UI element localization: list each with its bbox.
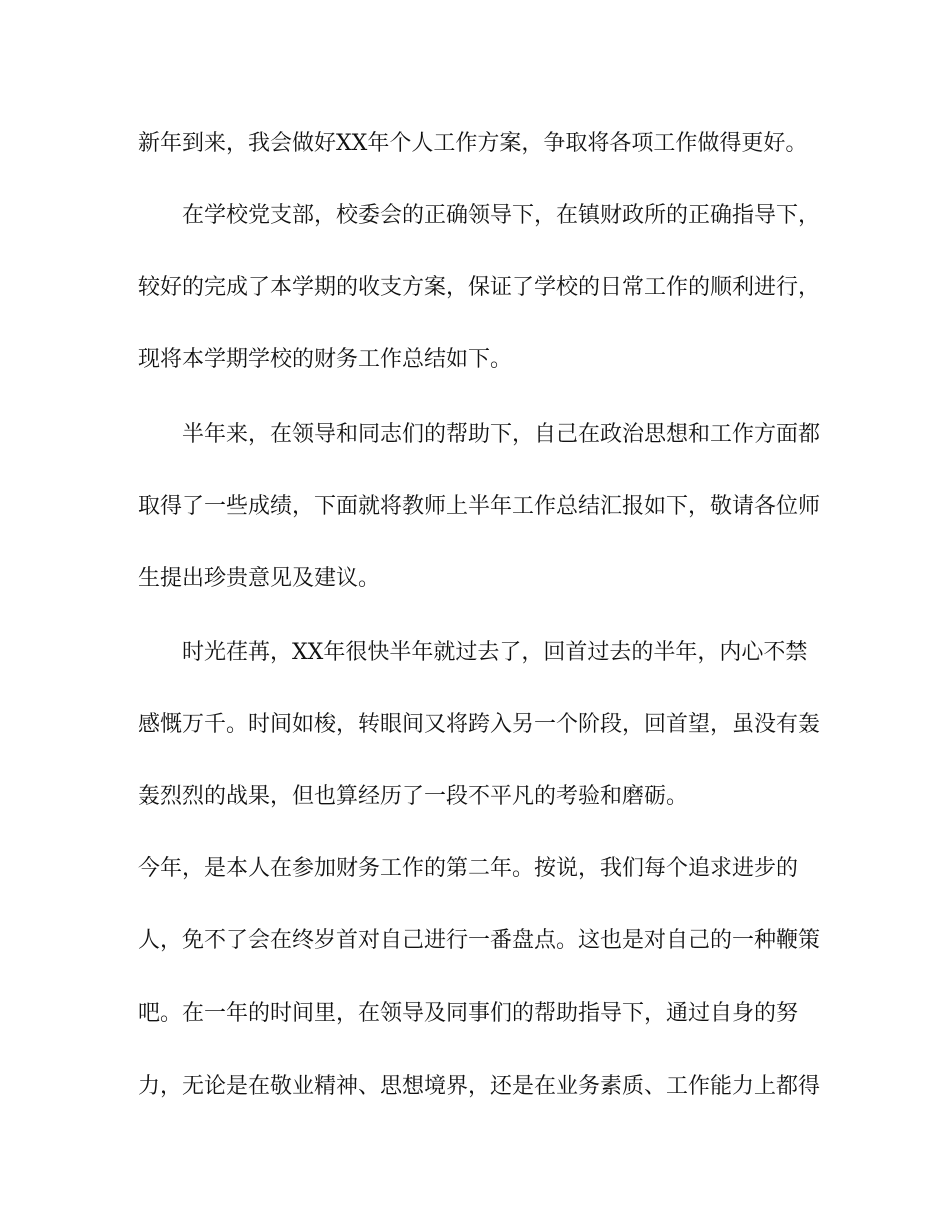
text-line: 轰烈烈的战果，但也算经历了一段不平凡的考验和磨砺。	[138, 784, 689, 809]
text-line: 在学校党支部，校委会的正确领导下，在镇财政所的正确指导下，	[182, 203, 821, 228]
text-line: 较好的完成了本学期的收支方案，保证了学校的日常工作的顺利进行，	[138, 275, 821, 300]
text-line: 新年到来，我会做好XX年个人工作方案，争取将各项工作做得更好。	[138, 131, 808, 156]
text-line: 取得了一些成绩，下面就将教师上半年工作总结汇报如下，敬请各位师	[138, 494, 821, 519]
text-line: 感慨万千。时间如梭，转眼间又将跨入另一个阶段，回首望，虽没有轰	[138, 712, 821, 737]
text-line: 时光荏苒，XX年很快半年就过去了，回首过去的半年，内心不禁	[182, 640, 808, 665]
text-line: 人，免不了会在终岁首对自己进行一番盘点。这也是对自己的一种鞭策	[138, 928, 821, 953]
text-line: 现将本学期学校的财务工作总结如下。	[138, 347, 513, 372]
text-line: 力，无论是在敬业精神、思想境界，还是在业务素质、工作能力上都得	[138, 1074, 821, 1099]
text-line: 生提出珍贵意见及建议。	[138, 566, 381, 591]
text-line: 吧。在一年的时间里，在领导及同事们的帮助指导下，通过自身的努	[138, 1001, 799, 1026]
text-line: 今年，是本人在参加财务工作的第二年。按说，我们每个追求进步的	[138, 856, 799, 881]
text-line: 半年来，在领导和同志们的帮助下，自己在政治思想和工作方面都	[182, 422, 821, 447]
